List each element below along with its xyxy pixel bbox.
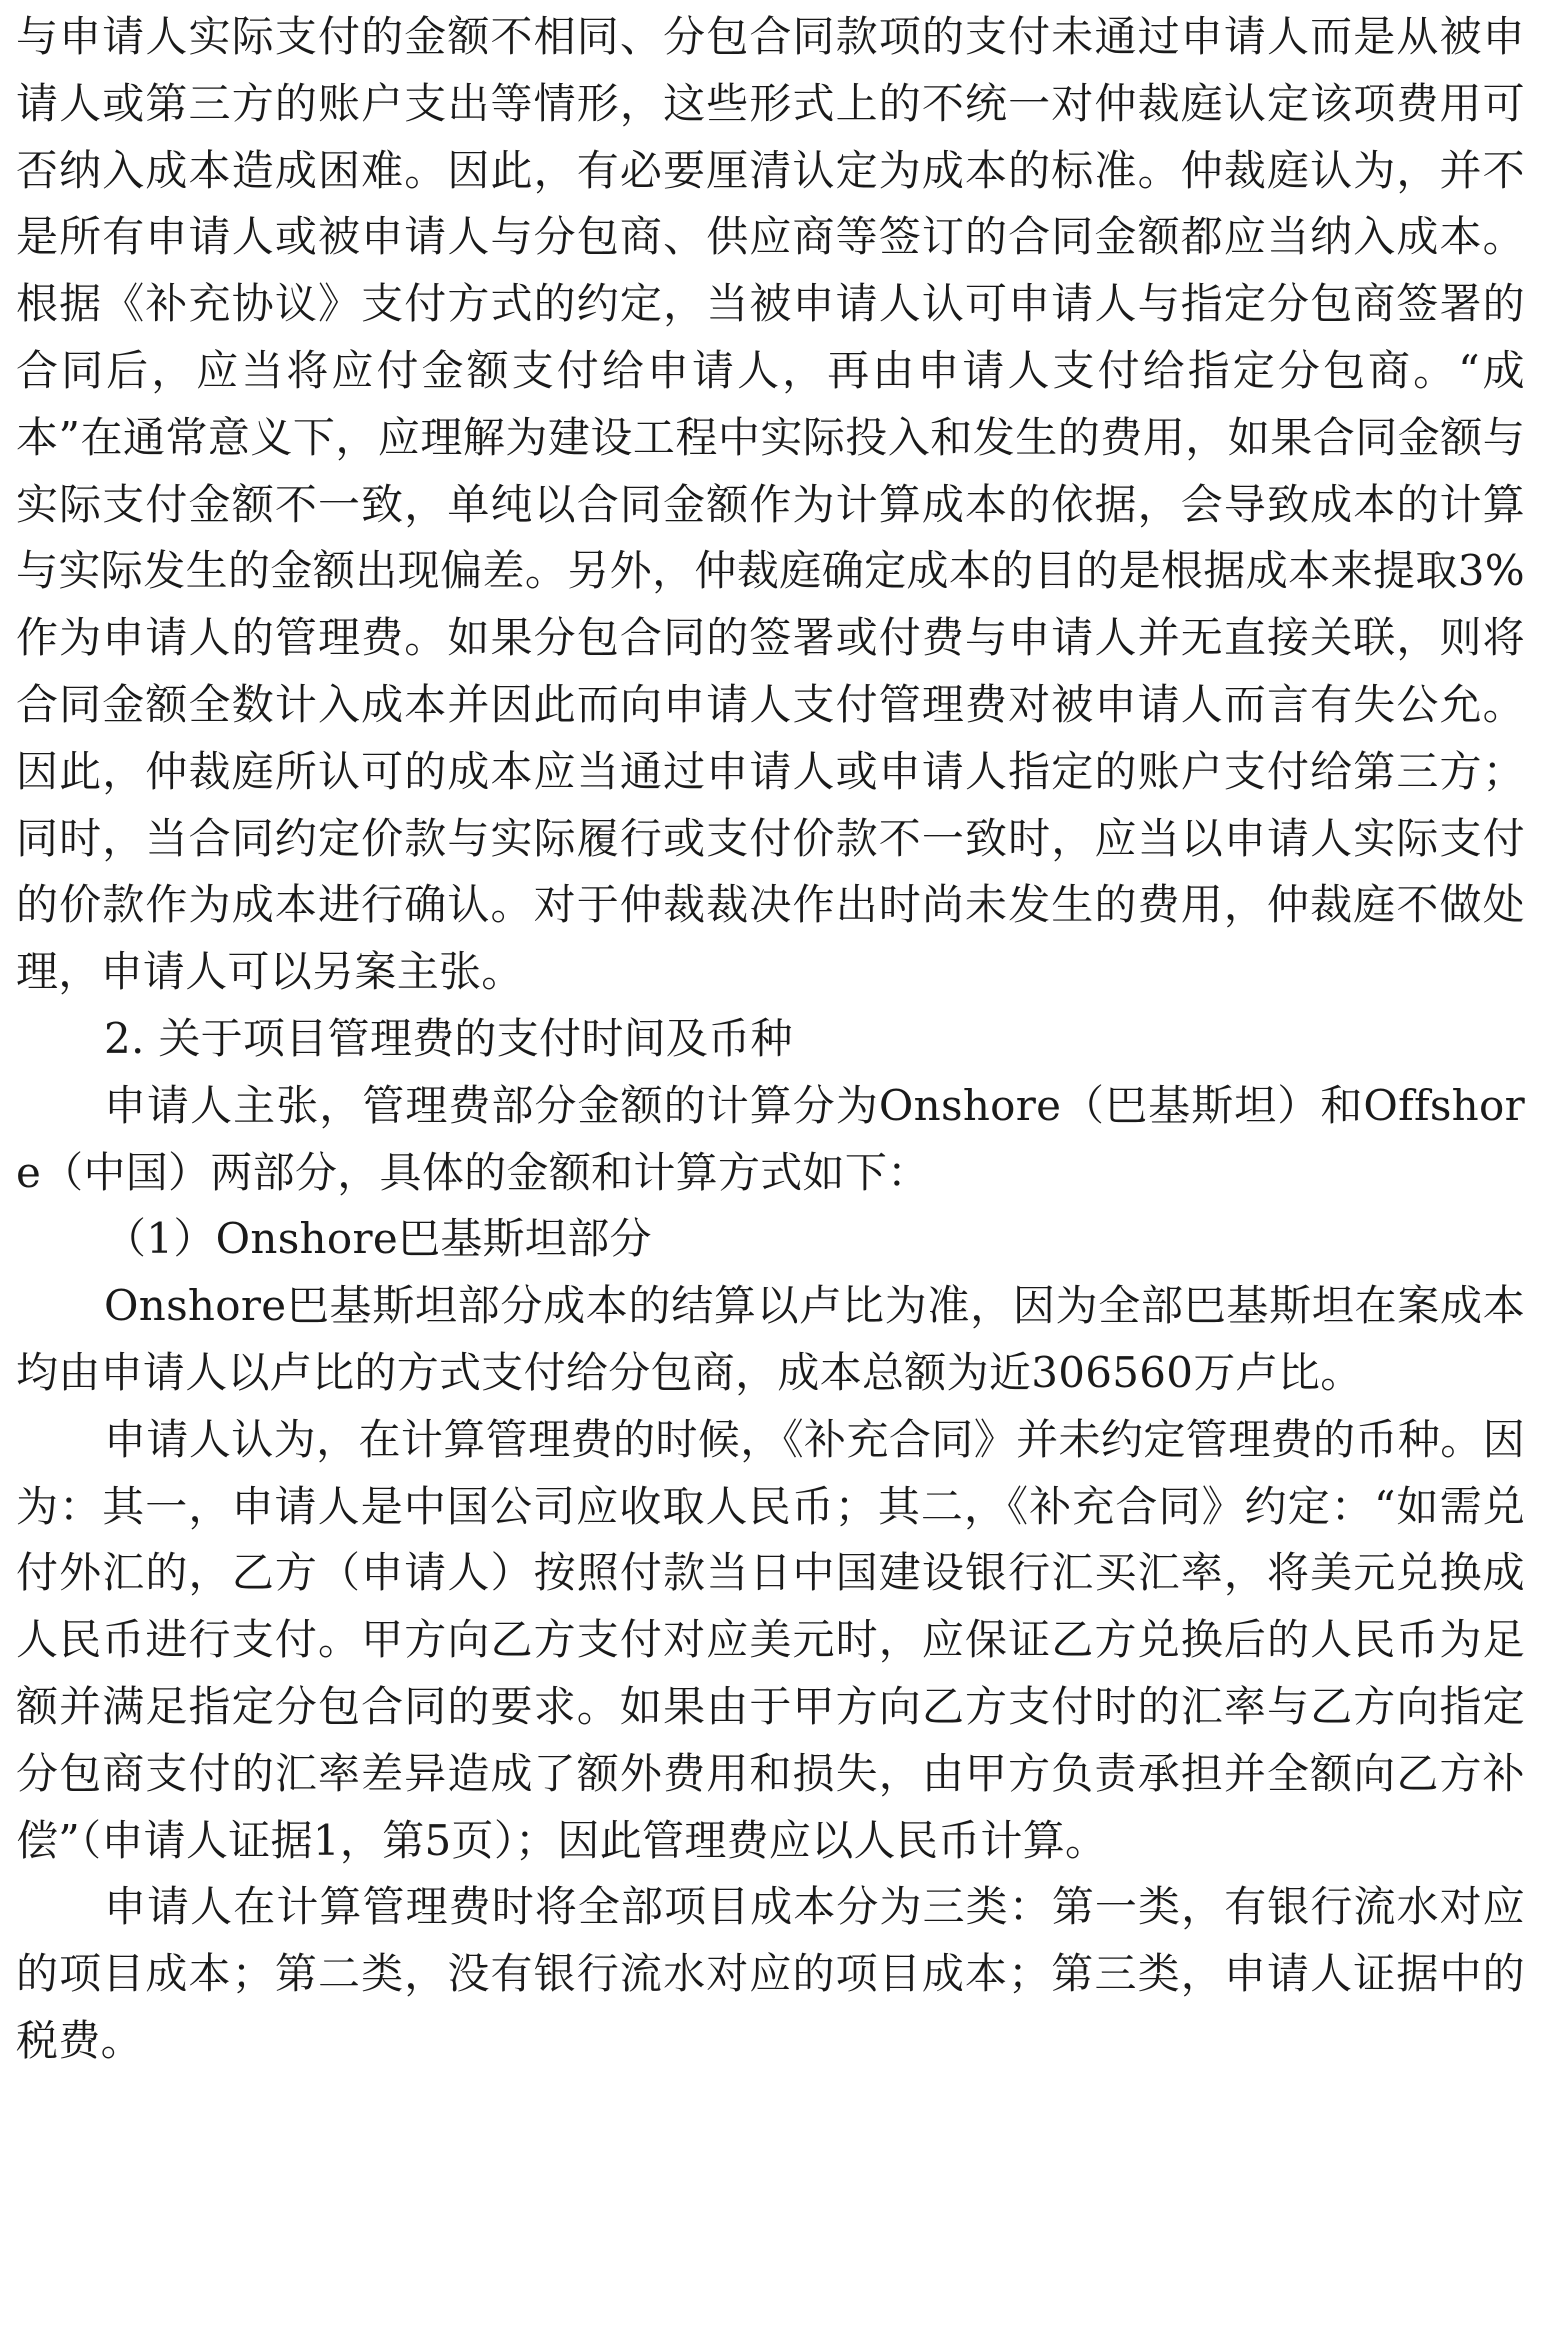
paragraph-cost-standard: 与申请人实际支付的金额不相同、分包合同款项的支付未通过申请人而是从被申请人或第三方的账户支出等情形，这些形式上的不统一对仲裁庭认定该项费用可否纳入成本造成困难。因此，有必要厘清认定为成本的标准。仲裁庭认为，并不是所有申请人或被申请人与分包商、供应商等签订的合同金额都应当纳入成本。根据《补充协议》支付方式的约定，当被申请人认可申请人与指定分包商签署的合同后，应当将应付金额支付给申请人，再由申请人支付给指定分包商。“成本”在通常意义下，应理解为建设工程中实际投入和发生的费用，如果合同金额与实际支付金额不一致，单纯以合同金额作为计算成本的依据，会导致成本的计算与实际发生的金额出现偏差。另外，仲裁庭确定成本的目的是根据成本来提取3%作为申请人的管理费。如果分包合同的签署或付费与申请人并无直接关联，则将合同金额全数计入成本并因此而向申请人支付管理费对被申请人而言有失公允。因此，仲裁庭所认可的成本应当通过申请人或申请人指定的账户支付给第三方；同时，当合同约定价款与实际履行或支付价款不一致时，应当以申请人实际支付的价款作为成本进行确认。对于仲裁裁决作出时尚未发生的费用，仲裁庭不做处理，申请人可以另案主张。: [16, 12, 1525, 997]
paragraph-onshore-settlement: Onshore巴基斯坦部分成本的结算以卢比为准，因为全部巴基斯坦在案成本均由申请人以卢比的方式支付给分包商，成本总额为近306560万卢比。: [16, 1281, 1525, 1397]
subheading-onshore: （1）Onshore巴基斯坦部分: [104, 1214, 652, 1264]
paragraph-claim-intro: 申请人主张，管理费部分金额的计算分为Onshore（巴基斯坦）和Offshore（中国）两部分，具体的金额和计算方式如下：: [16, 1080, 1525, 1197]
section-heading-management-fee: 2. 关于项目管理费的支付时间及币种: [104, 1013, 793, 1063]
paragraph-currency-argument: 申请人认为，在计算管理费的时候，《补充合同》并未约定管理费的币种。因为：其一，申请人是中国公司应收取人民币；其二，《补充合同》约定：“如需兑付外汇的，乙方（申请人）按照付款当日中国建设银行汇买汇率，将美元兑换成人民币进行支付。甲方向乙方支付对应美元时，应保证乙方兑换后的人民币为足额并满足指定分包合同的要求。如果由于甲方向乙方支付时的汇率与乙方向指定分包商支付的汇率差异造成了额外费用和损失，由甲方负责承担并全额向乙方补偿”（申请人证据1，第5页）；因此管理费应以人民币计算。: [16, 1414, 1525, 1865]
document-page: [16, 4, 1525, 2334]
paragraph-cost-categories: 申请人在计算管理费时将全部项目成本分为三类：第一类，有银行流水对应的项目成本；第二类，没有银行流水对应的项目成本；第三类，申请人证据中的税费。: [16, 1882, 1525, 2065]
